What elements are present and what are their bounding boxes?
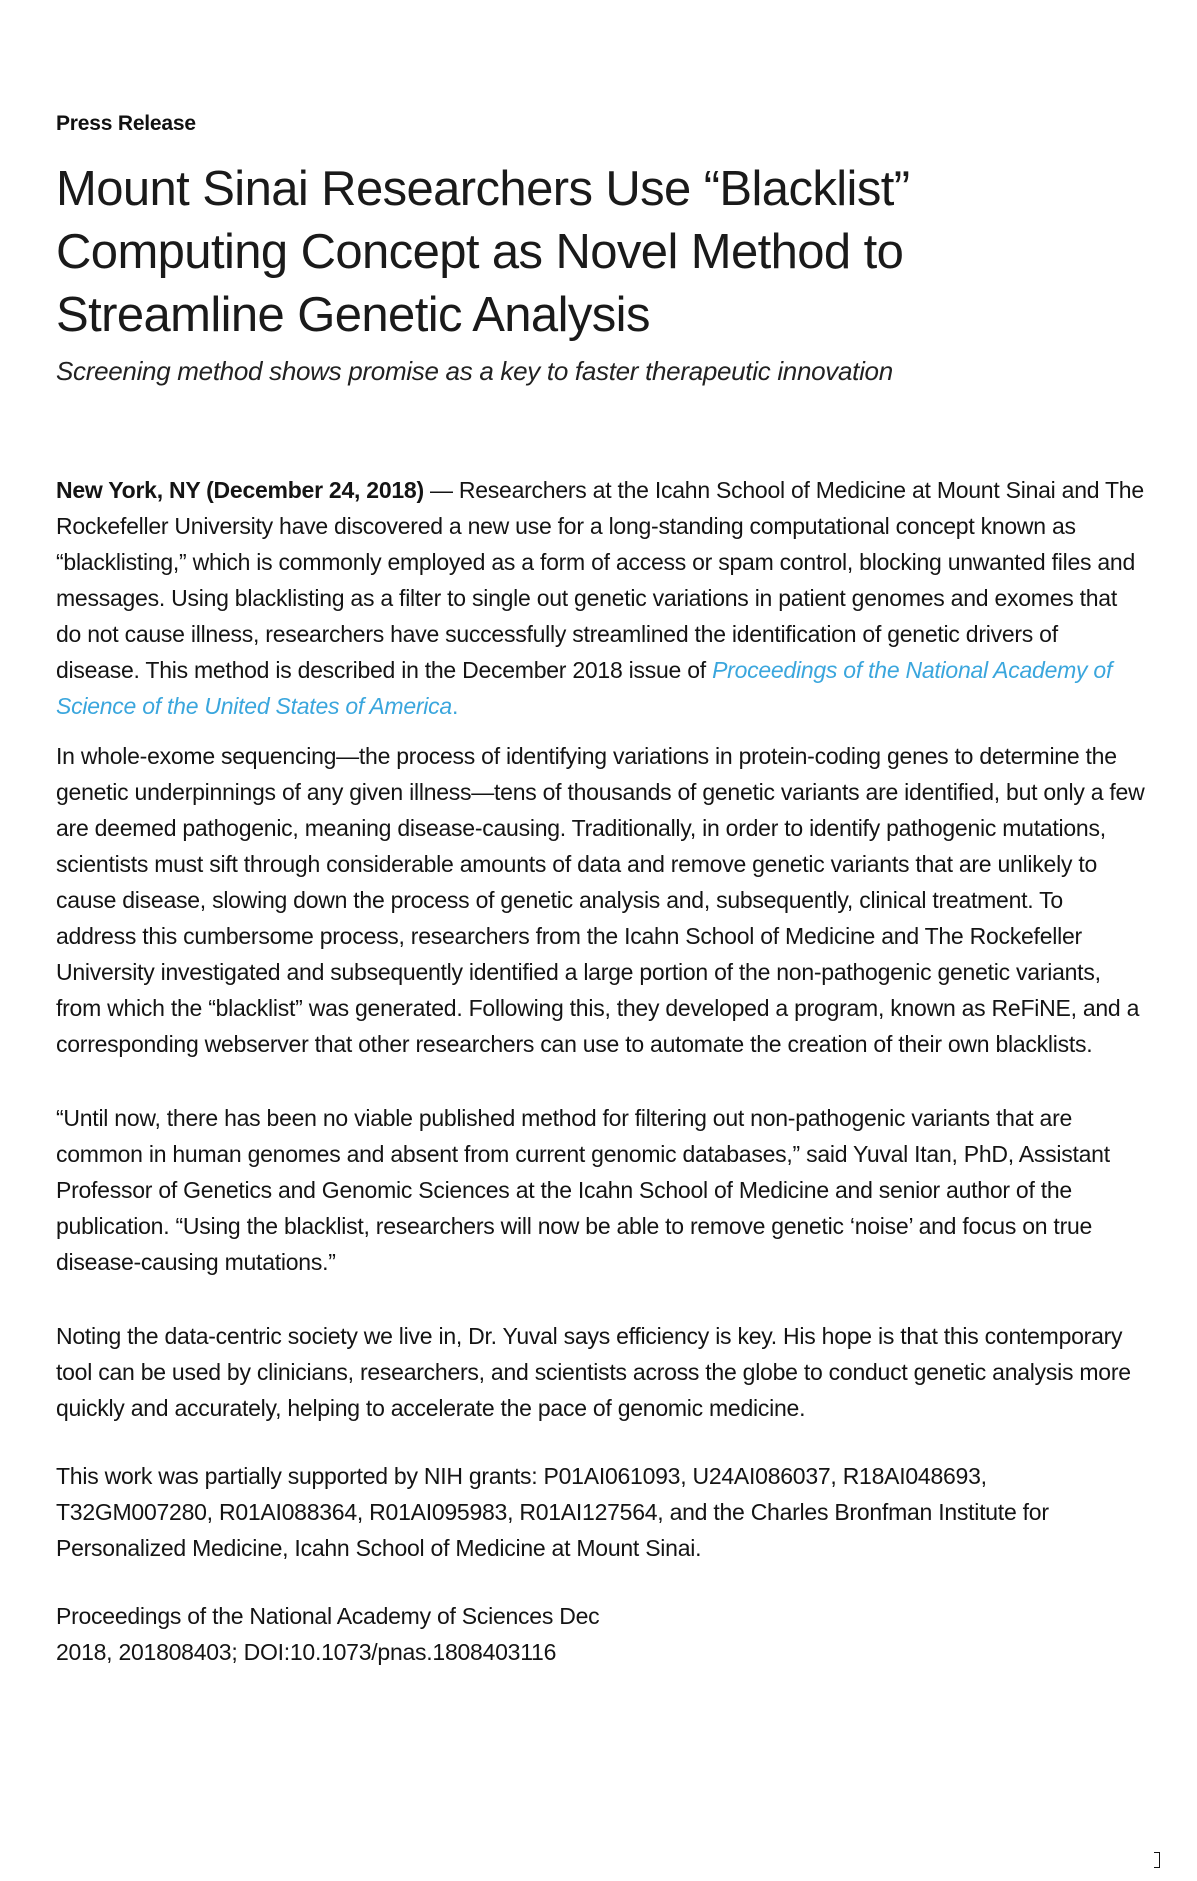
page-subtitle: Screening method shows promise as a key to faster therapeutic innovation [56, 356, 893, 386]
article-body [56, 472, 1146, 1670]
journal-link[interactable]: Proceedings of the National Academy of Science of the United States of America [56, 657, 1113, 719]
intro-text: — Researchers at the Icahn School of Medicine at Mount Sinai and The Rockefeller University have discovered a new use for a long-standing computational concept known as “blacklisting,” which is commonly employed as a form of access or spam control, blocking unwanted files and messages. Using blacklisting as a filter to single out genetic variations in patient genomes and exomes that do not cause illness, researchers have successfully streamlined the identification of genetic drivers of disease. This method is described in the December 2018 issue of [56, 477, 1144, 683]
paragraph-exome: In whole-exome sequencing—the process of identifying variations in protein-coding genes to determine the genetic underpinnings of any given illness—tens of thousands of genetic variants are identified, but only a few are deemed pathogenic, meaning disease-causing. Traditionally, in order to identify pathogenic mutations, scientists must sift through considerable amounts of data and remove genetic variants that are unlikely to cause disease, slowing down the process of genetic analysis and, subsequently, clinical treatment. To address this cumbersome process, researchers from the Icahn School of Medicine and The Rockefeller University investigated and subsequently identified a large portion of the non-pathogenic genetic variants, from which the “blacklist” was generated. Following this, they developed a program, known as ReFiNE, and a corresponding webserver that other researchers can use to automate the creation of their own blacklists. [56, 743, 1145, 1057]
paragraph-intro [56, 472, 1146, 724]
paragraph-funding: This work was partially supported by NIH grants: P01AI061093, U24AI086037, R18AI048693, T32GM007280, R01AI088364, R01AI095983, R01AI127564, and the Charles Bronfman Institute for Personalized Medicine, Icahn School of Medicine at Mount Sinai. [56, 1463, 1049, 1561]
paragraph-quote: “Until now, there has been no viable published method for filtering out non-pathogenic variants that are common in human genomes and absent from current genomic databases,” said Yuval Itan, PhD, Assistant Professor of Genetics and Genomic Sciences at the Icahn School of Medicine and senior author of the publication. “Using the blacklist, researchers will now be able to remove genetic ‘noise’ and focus on true disease-causing mutations.” [56, 1105, 1110, 1275]
citation-line-2: 2018, 201808403; DOI:10.1073/pnas.1808403116 [56, 1639, 557, 1665]
intro-end: . [451, 693, 459, 719]
page-title: Mount Sinai Researchers Use “Blacklist” Computing Concept as Novel Method to Streamline Genetic Analysis [56, 162, 910, 342]
corner-bracket-mark [1154, 1852, 1160, 1868]
kicker-label: Press Release [56, 112, 196, 135]
dateline: New York, NY (December 24, 2018) [56, 477, 424, 503]
paragraph-citation [56, 1598, 1146, 1670]
paragraph-efficiency: Noting the data-centric society we live in, Dr. Yuval says efficiency is key. His hope is that this contemporary tool can be used by clinicians, researchers, and scientists across the globe to conduct genetic analysis more quickly and accurately, helping to accelerate the pace of genomic medicine. [56, 1323, 1131, 1421]
citation-line-1: Proceedings of the National Academy of Sciences Dec [56, 1603, 600, 1629]
